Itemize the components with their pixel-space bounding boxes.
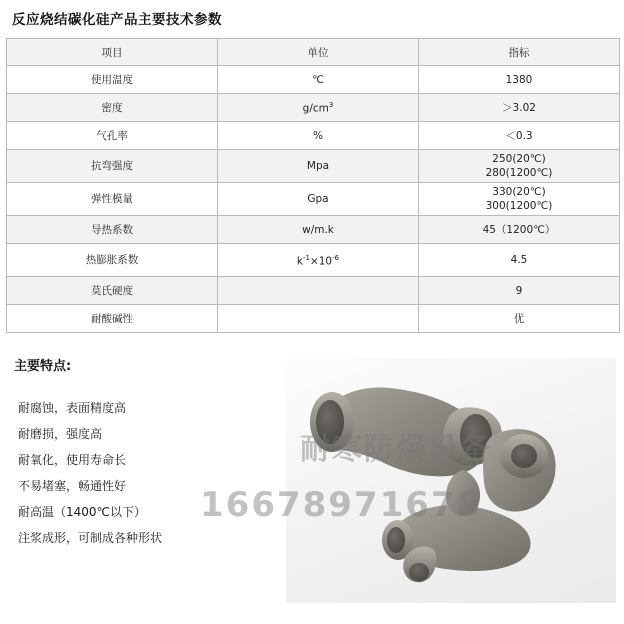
cell-value: 45（1200℃） — [419, 216, 620, 244]
unit-superscript-1: -1 — [302, 254, 310, 263]
cell-value: 4.5 — [419, 244, 620, 277]
spec-table — [6, 38, 620, 333]
column-header-item: 项目 — [7, 39, 218, 66]
cell-item: 莫氏硬度 — [7, 277, 218, 305]
product-photo — [286, 358, 616, 603]
cell-value: 9 — [419, 277, 620, 305]
table-row — [7, 183, 620, 216]
list-item: 不易堵塞，畅通性好 — [18, 479, 127, 493]
table-header-row — [7, 39, 620, 66]
table-row — [7, 150, 620, 183]
table-row — [7, 305, 620, 333]
table-row — [7, 122, 620, 150]
list-item: 耐磨损，强度高 — [18, 427, 103, 441]
product-illustration — [286, 358, 616, 603]
cell-item: 弹性模量 — [7, 183, 218, 216]
cell-unit — [218, 277, 419, 305]
unit-base: g/cm — [302, 102, 329, 115]
cell-item: 抗弯强度 — [7, 150, 218, 183]
cell-value-line2: 280(1200℃) — [485, 167, 553, 179]
table-row — [7, 244, 620, 277]
page-title: 反应烧结碳化硅产品主要技术参数 — [12, 12, 222, 28]
cell-item: 气孔率 — [7, 122, 218, 150]
cell-unit — [218, 244, 419, 277]
column-header-unit: 单位 — [218, 39, 419, 66]
cell-value-line1: 250(20℃) — [492, 153, 546, 165]
cell-item: 使用温度 — [7, 66, 218, 94]
cell-unit: w/m.k — [218, 216, 419, 244]
cell-unit — [218, 305, 419, 333]
cell-value: ＜0.3 — [419, 122, 620, 150]
table-row — [7, 94, 620, 122]
cell-value-line2: 300(1200℃) — [485, 200, 553, 212]
cell-item: 密度 — [7, 94, 218, 122]
cell-item: 热膨胀系数 — [7, 244, 218, 277]
list-item: 注浆成形，可制成各种形状 — [18, 531, 163, 545]
list-item: 耐高温（1400℃以下） — [18, 505, 147, 519]
cell-item: 耐酸碱性 — [7, 305, 218, 333]
table-row — [7, 216, 620, 244]
cell-unit — [218, 94, 419, 122]
cell-item: 导热系数 — [7, 216, 218, 244]
cell-unit: ℃ — [218, 66, 419, 94]
cell-unit: Gpa — [218, 183, 419, 216]
cell-value: 1380 — [419, 66, 620, 94]
unit-superscript-2: -6 — [332, 254, 340, 263]
watermark-company: 耐寒防爆设备 — [300, 432, 492, 467]
table-row — [7, 66, 620, 94]
cell-value: ＞3.02 — [419, 94, 620, 122]
cell-unit: % — [218, 122, 419, 150]
list-item: 耐腐蚀，表面精度高 — [18, 401, 127, 415]
table-row — [7, 277, 620, 305]
column-header-value: 指标 — [419, 39, 620, 66]
table-body — [7, 66, 620, 333]
unit-superscript: 3 — [328, 100, 334, 109]
cell-value — [419, 150, 620, 183]
list-item: 耐氧化，使用寿命长 — [18, 453, 127, 467]
table-header — [7, 39, 620, 66]
features-list — [18, 395, 162, 551]
cell-value-line1: 330(20℃) — [492, 186, 546, 198]
unit-base: k — [296, 255, 303, 268]
features-heading: 主要特点: — [14, 359, 72, 374]
cell-value — [419, 183, 620, 216]
watermark-phone: 16678971678 — [200, 485, 483, 525]
cell-value: 优 — [419, 305, 620, 333]
unit-mid: ×10 — [309, 255, 333, 268]
cell-unit: Mpa — [218, 150, 419, 183]
